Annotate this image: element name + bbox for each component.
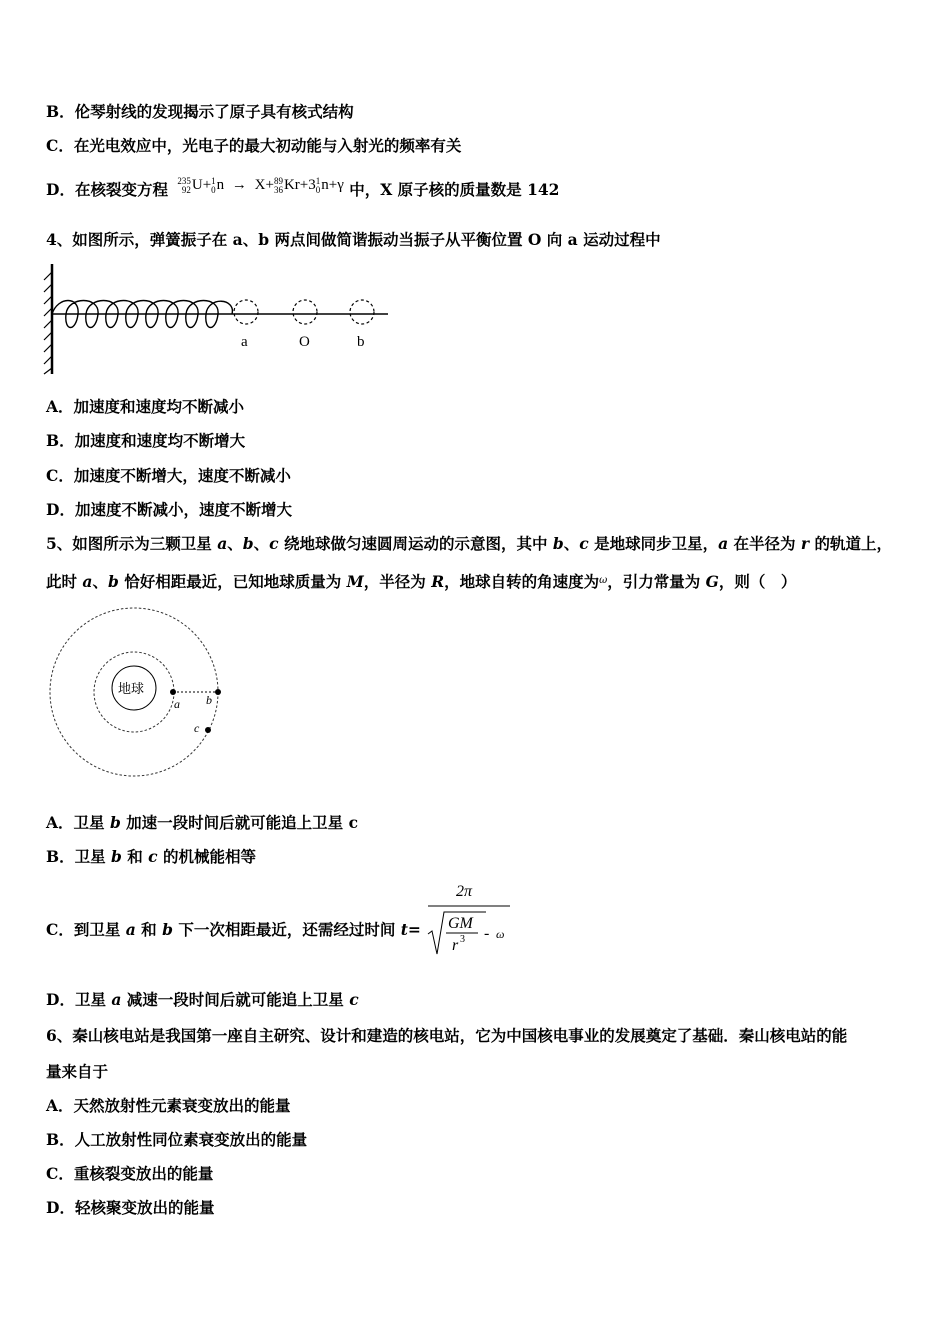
fission-equation: 235 92 U+ 1 0 n → X+ 89 36 Kr+3 1 0 n+γ [177, 175, 344, 195]
q6-stem-line2: 量来自于 [46, 1062, 109, 1081]
satellite-c-label: c [194, 721, 200, 735]
satellite-orbit-diagram [44, 604, 274, 784]
svg-text:3: 3 [460, 934, 465, 945]
q4-stem: 4、如图所示，弹簧振子在 a、b 两点间做简谐振动当振子从平衡位置 O 向 a 运动过程中 [46, 230, 661, 249]
q3-option-d [46, 175, 560, 201]
satellite-b-label: b [206, 693, 212, 707]
q3-option-c: C．在光电效应中，光电子的最大初动能与入射光的频率有关 [46, 136, 462, 155]
satellite-a [170, 689, 176, 695]
label-b: b [357, 334, 365, 350]
q6-option-a: A．天然放射性元素衰变放出的能量 [46, 1096, 291, 1115]
q5-option-c: C．到卫星 a 和 b 下一次相距最近，还需经过时间 t= [46, 920, 421, 939]
q5-stem-line1: 5、如图所示为三颗卫星 a、b、c 绕地球做匀速圆周运动的示意图，其中 b、c 是地球同步卫星，a 在半径为 r 的轨道上， [46, 534, 892, 553]
time-formula [420, 876, 520, 960]
q5-option-a: A．卫星 b 加速一段时间后就可能追上卫星 c [46, 813, 359, 832]
q4-option-d: D．加速度不断减小，速度不断增大 [46, 500, 292, 519]
satellite-b [215, 689, 221, 695]
svg-text:ω: ω [496, 927, 505, 941]
q4-option-a: A．加速度和速度均不断减小 [46, 397, 245, 416]
q6-option-b: B．人工放射性同位素衰变放出的能量 [46, 1130, 308, 1149]
q5-stem-line2: 此时 a、b 恰好相距最近，已知地球质量为 M，半径为 R，地球自转的角速度为$^\omega$，引力常量为 G，则（ ） [46, 572, 797, 591]
svg-text:-: - [484, 925, 490, 942]
q5-option-d: D．卫星 a 减速一段时间后就可能追上卫星 c [46, 990, 359, 1009]
q5-option-b: B．卫星 b 和 c 的机械能相等 [46, 847, 256, 866]
position-o-circle [293, 300, 317, 324]
q6-option-c: C．重核裂变放出的能量 [46, 1164, 214, 1183]
q3-option-d-prefix: D．在核裂变方程 [46, 180, 168, 199]
satellite-c [205, 727, 211, 733]
earth-label: 地球 [118, 681, 145, 696]
svg-text:2π: 2π [456, 883, 473, 900]
q4-option-b: B．加速度和速度均不断增大 [46, 431, 246, 450]
position-a-circle [234, 300, 258, 324]
label-a: a [241, 334, 248, 350]
uranium-isotope: 235 92 [177, 175, 191, 195]
svg-text:GM: GM [448, 915, 473, 932]
q6-option-d: D．轻核聚变放出的能量 [46, 1198, 215, 1217]
satellite-a-label: a [174, 697, 180, 711]
q3-option-b: B．伦琴射线的发现揭示了原子具有核式结构 [46, 102, 354, 121]
spring-oscillator-diagram [40, 262, 400, 382]
label-o: O [299, 334, 310, 350]
position-b-circle [350, 300, 374, 324]
q3-option-d-suffix: 中，X 原子核的质量数是 142 [349, 180, 560, 199]
svg-text:r: r [452, 937, 459, 954]
q4-option-c: C．加速度不断增大，速度不断减小 [46, 466, 291, 485]
q6-stem-line1: 6、秦山核电站是我国第一座自主研究、设计和建造的核电站，它为中国核电事业的发展奠定了基础．秦山核电站的能 [46, 1026, 848, 1045]
